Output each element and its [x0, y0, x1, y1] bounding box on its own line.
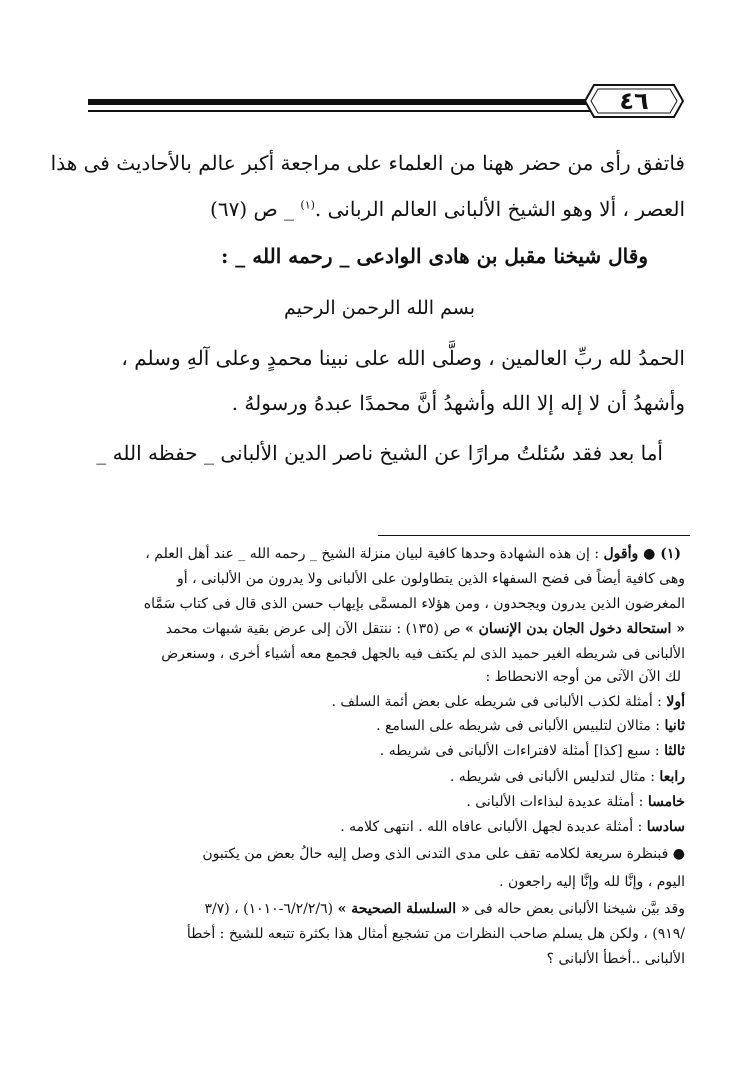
paragraph-3-line-1: أما بعد فقد سُئلتُ مرارًا عن الشيخ ناصر الدين الألبانى _ حفظه الله _	[96, 441, 663, 465]
footnote-line-3: المغرضون الذين يدرون ويجحدون ، ومن هؤلاء المسمَّى بإيهاب حسن الذى قال فى كتاب سَمَّاه	[143, 596, 685, 612]
footnote-line-6: لك الآن الآتى من أوجه الانحطاط :	[485, 669, 681, 685]
footnote-line-2: وهى كافية أيضاً فى فضح السفهاء الذين يتطاولون على الألبانى ولا يدرون من الألبانى ، أو	[176, 571, 685, 587]
footnote-line-16: /٩١٩) ، ولكن هل يسلم صاحب النظرات من تشجيع أمثال هذا بكثرة تتبعه للشيخ : أخطأ	[186, 926, 685, 942]
list-item-label: سادسا	[646, 819, 685, 835]
list-item	[331, 694, 685, 710]
footnote-marker: (١) ● وأقول	[603, 546, 681, 562]
footnote-line-17: الألبانى ..أخطأ الألبانى ؟	[546, 951, 685, 967]
list-item-text: : أمثلة عديدة لبذاءات الألبانى .	[466, 794, 644, 810]
list-item-text: : مثالان لتلبيس الألبانى فى شريطه على السامع .	[376, 718, 660, 734]
section-heading: وقال شيخنا مقبل بن هادى الوادعى _ رحمه الله _ :	[220, 244, 648, 268]
paragraph-1-line-1: فاتفق رأى من حضر ههنا من العلماء على مراجعة أكبر عالم بالأحاديث فى هذا	[50, 151, 685, 175]
list-item-label: خامسا	[647, 794, 685, 810]
list-item-text: : مثال لتدليس الألبانى فى شريطه .	[449, 769, 655, 785]
footnote-reference: (١)	[300, 198, 315, 212]
page-number: ٤٦	[619, 87, 649, 115]
list-item-text: : أمثلة عديدة لجهل الألبانى عافاه الله . انتهى كلامه .	[340, 819, 643, 835]
footnote-divider	[378, 535, 690, 536]
list-item	[340, 819, 685, 835]
footnote-line-14: اليوم ، وإنَّا لله وإنَّا إليه راجعون .	[499, 874, 685, 890]
list-item-label: أولا	[666, 694, 685, 710]
paragraph-1-text: العصر ، ألا وهو الشيخ الألبانى العالم الربانى .	[314, 197, 685, 221]
footnote-line-13: ● فبنظرة سريعة لكلامه تقف على مدى التدنى الذى وصل إليه حالُ بعض من يكتبون	[202, 846, 685, 862]
footnote-line-1-text: : إن هذه الشهادة وحدها كافية لبيان منزلة الشيخ _ رحمه الله _ عند أهل العلم ،	[145, 546, 600, 562]
volume-reference: (٦/٢/٢/٦-١٠١٠) ، (٣/٧	[204, 901, 334, 917]
footnote-line-15	[205, 901, 686, 917]
footnote-line-4-text: ص (١٣٥) : ننتقل الآن إلى عرض بقية شبهات محمد	[165, 621, 461, 637]
page-number-frame	[584, 82, 684, 120]
list-item-label: رابعا	[659, 769, 685, 785]
list-item	[376, 718, 685, 734]
header-rule-thin	[88, 110, 598, 112]
header-rule-thick	[88, 99, 598, 105]
book-title: « استحالة دخول الجان بدن الإنسان »	[464, 621, 685, 637]
list-item-label: ثالثا	[664, 743, 685, 759]
list-item	[466, 794, 685, 810]
paragraph-1-line-2	[210, 197, 685, 221]
basmala: بسم الله الرحمن الرحيم	[284, 297, 475, 319]
list-item	[450, 769, 685, 785]
list-item-text: : أمثلة لكذب الألبانى فى شريطه على بعض أئمة السلف .	[331, 694, 662, 710]
footnote-line-15-text: وقد بيَّن شيخنا الألبانى بعض حاله فى	[474, 901, 685, 917]
footnote-line-4	[166, 621, 685, 637]
list-item-label: ثانيا	[664, 718, 685, 734]
page-citation: _ ص (٦٧)	[210, 197, 295, 221]
book-title: « السلسلة الصحيحة »	[337, 901, 470, 917]
footnote-line-1	[145, 546, 681, 562]
footnote-line-5: الألبانى فى شريطه الغير حميد الذى لم يكتف فيه بالجهل فجمع معه أشياء أخرى ، وسنعرض	[161, 646, 685, 662]
list-item	[380, 743, 685, 759]
paragraph-2-line-2: وأشهدُ أن لا إله إلا الله وأشهدُ أنَّ محمدًا عبدهُ ورسولهُ .	[231, 391, 685, 415]
list-item-text: : سبع [كذا] أمثلة لافتراءات الألبانى فى شريطه .	[379, 743, 660, 759]
paragraph-2-line-1: الحمدُ لله ربِّ العالمين ، وصلَّى الله على نبينا محمدٍ وعلى آلهِ وسلم ،	[121, 346, 685, 370]
